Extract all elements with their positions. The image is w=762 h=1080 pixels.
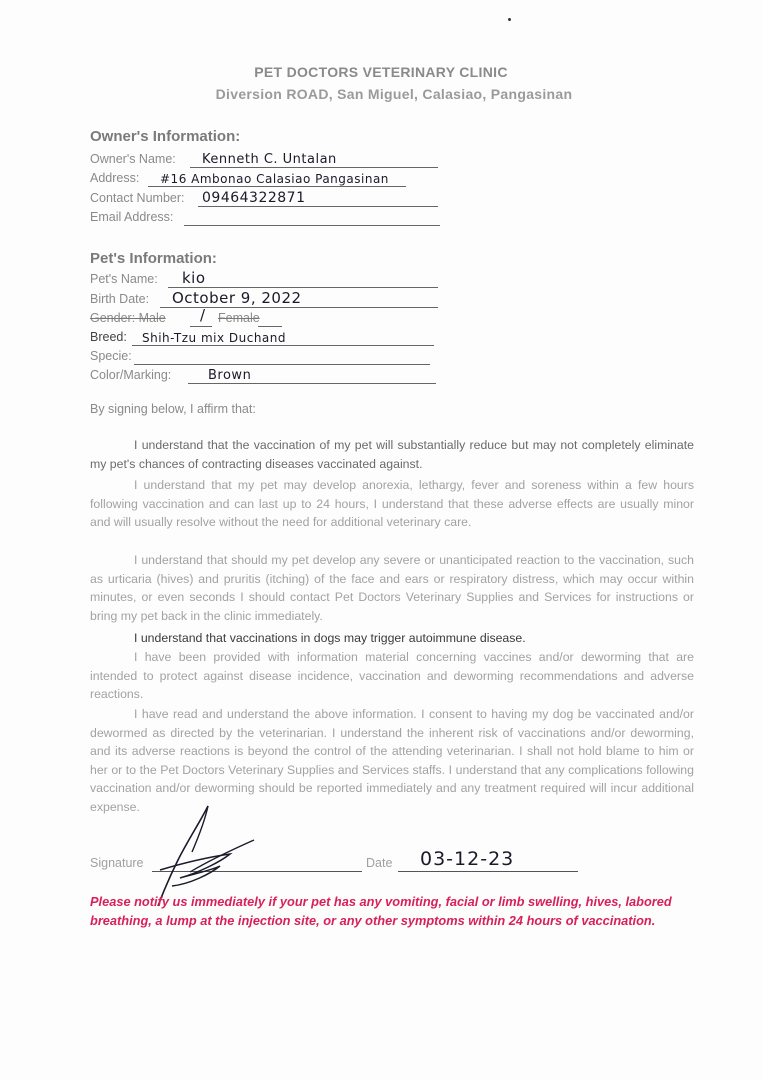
- owner-name-field[interactable]: [90, 150, 440, 168]
- contact-number-value: 09464322871: [202, 190, 306, 206]
- color-marking-label: Color/Marking:: [90, 368, 172, 382]
- affirm-intro: By signing below, I affirm that:: [90, 402, 256, 416]
- clinic-address: Diversion ROAD, San Miguel, Calasiao, Pangasinan: [215, 86, 573, 102]
- birth-date-value: October 9, 2022: [172, 289, 302, 307]
- email-field[interactable]: [90, 208, 440, 226]
- email-label: Email Address:: [90, 210, 174, 224]
- contact-number-field[interactable]: [90, 189, 440, 207]
- breed-field[interactable]: [90, 328, 440, 346]
- gender-female-line: [258, 308, 282, 327]
- birth-date-label: Birth Date:: [90, 292, 150, 306]
- owner-section-title: Owner's Information:: [90, 128, 241, 145]
- signature-label: Signature: [90, 856, 144, 870]
- scan-speck: [508, 18, 511, 21]
- pet-section-title: Pet's Information:: [90, 250, 217, 267]
- clinic-name: PET DOCTORS VETERINARY CLINIC: [254, 64, 508, 80]
- address-field[interactable]: [90, 169, 440, 187]
- pet-name-value: kio: [182, 269, 206, 287]
- owner-name-value: Kenneth C. Untalan: [202, 152, 337, 167]
- gender-mark: /: [200, 306, 206, 324]
- specie-label: Specie:: [90, 349, 132, 363]
- date-label: Date: [366, 856, 393, 870]
- paragraph-vaccination-reduce: I understand that the vaccination of my pet will substantially reduce but may not completely eliminate my pet's chances of contracting diseases vaccinated against.: [90, 438, 694, 471]
- gender-field[interactable]: [90, 306, 290, 327]
- paragraph-side-effects: I understand that my pet may develop anorexia, lethargy, fever and soreness within a few hours following vaccination and can last up to 24 hours, I understand that these adverse effects are usually minor and will usually resolve without the need for additional veterinary care.: [90, 478, 694, 529]
- date-value: 03-12-23: [420, 848, 515, 870]
- gender-male-label: Gender: Male: [90, 311, 166, 325]
- color-marking-value: Brown: [208, 368, 252, 383]
- email-line: [184, 207, 440, 226]
- notice-text: Please notify us immediately if your pet has any vomiting, facial or limb swelling, hives, labored breathing, a lump at the injection site, or any other symptoms within 24 hours of vaccination.: [90, 894, 672, 928]
- color-marking-field[interactable]: [90, 366, 440, 384]
- paragraph-autoimmune: I understand that vaccinations in dogs may trigger autoimmune disease.: [134, 631, 526, 645]
- pet-name-line: [168, 269, 438, 288]
- contact-number-label: Contact Number:: [90, 191, 185, 205]
- paragraph-consent: I have read and understand the above information. I consent to having my dog be vaccinated and/or dewormed as directed by the veterinarian. I understand the inherent risk of vaccinations and/or deworming, and its adverse reactions is beyond the control of the attending veterinarian. I shall not hold blame to him or her or to the Pet Doctors Veterinary Supplies and Services staffs. I understand that any complications following vaccination and/or deworming should be reported immediately and any treatment required will incur additional expense.: [90, 707, 694, 814]
- gender-male-line: [190, 308, 212, 327]
- address-value: #16 Ambonao Calasiao Pangasinan: [160, 172, 389, 186]
- paragraph-severe-reaction: I understand that should my pet develop any severe or unanticipated reaction to the vaccination, such as urticaria (hives) and pruritis (itching) of the face and ears or respiratory distress, which may occur within minutes, or even seconds I should contact Pet Doctors Veterinary Supplies and Services for instructions or bring my pet back in the clinic immediately.: [90, 553, 694, 623]
- gender-female-label: Female: [218, 311, 260, 325]
- birth-date-field[interactable]: [90, 290, 440, 308]
- pet-name-field[interactable]: [90, 270, 440, 288]
- breed-label: Breed:: [90, 330, 127, 344]
- breed-value: Shih-Tzu mix Duchand: [142, 331, 287, 345]
- address-label: Address:: [90, 171, 140, 185]
- paragraph-information-material: I have been provided with information material concerning vaccines and/or deworming that are intended to protect against disease incidence, vaccination and deworming recommendations and adverse reactions.: [90, 650, 694, 701]
- pet-name-label: Pet's Name:: [90, 272, 158, 286]
- specie-line: [134, 346, 430, 365]
- specie-field[interactable]: [90, 347, 440, 365]
- owner-name-label: Owner's Name:: [90, 152, 176, 166]
